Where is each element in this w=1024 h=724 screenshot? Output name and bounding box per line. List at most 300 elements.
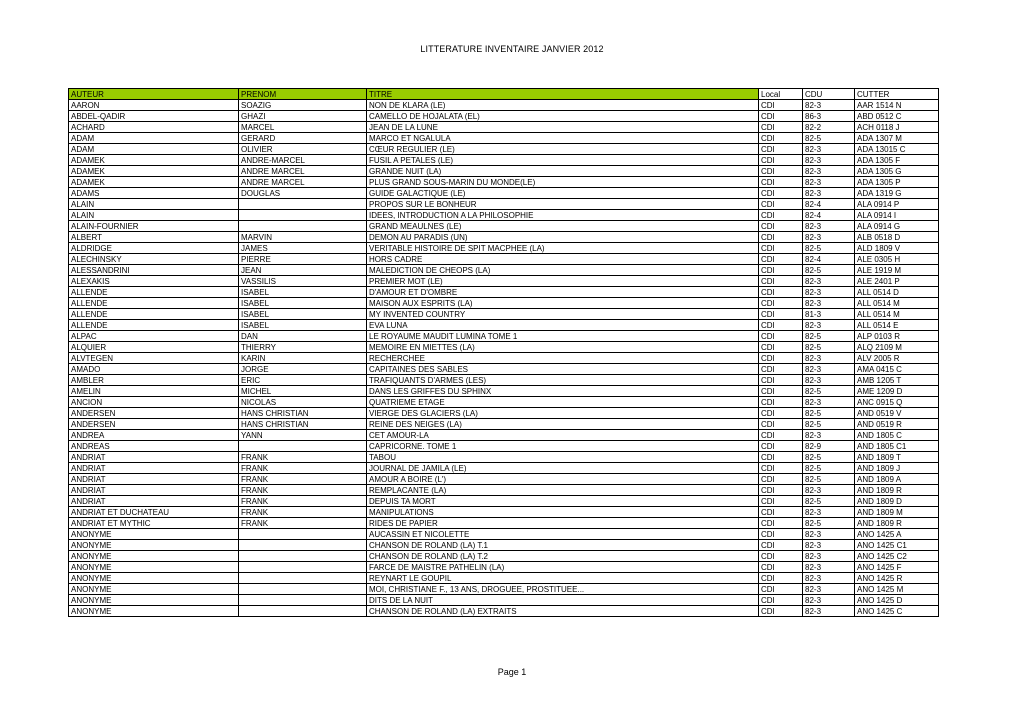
cdu-cell: 82-5 xyxy=(803,342,855,353)
location-cell: CDI xyxy=(759,474,803,485)
author-cell: ALLENDE xyxy=(69,298,239,309)
location-cell: CDI xyxy=(759,342,803,353)
table-row xyxy=(69,100,939,111)
firstname-cell: FRANK xyxy=(239,485,367,496)
cutter-cell: ADA 1305 G xyxy=(855,166,939,177)
location-cell: CDI xyxy=(759,287,803,298)
title-cell: MY INVENTED COUNTRY xyxy=(367,309,759,320)
cutter-cell: ADA 13015 C xyxy=(855,144,939,155)
location-cell: CDI xyxy=(759,177,803,188)
firstname-cell: NICOLAS xyxy=(239,397,367,408)
table-row xyxy=(69,243,939,254)
title-cell: JOURNAL DE JAMILA (LE) xyxy=(367,463,759,474)
location-cell: CDI xyxy=(759,452,803,463)
cdu-cell: 82-3 xyxy=(803,584,855,595)
firstname-cell: FRANK xyxy=(239,496,367,507)
column-header-cdu: CDU xyxy=(803,89,855,100)
author-cell: AARON xyxy=(69,100,239,111)
location-cell: CDI xyxy=(759,232,803,243)
cdu-cell: 82-3 xyxy=(803,397,855,408)
cutter-cell: AND 1809 J xyxy=(855,463,939,474)
location-cell: CDI xyxy=(759,507,803,518)
title-cell: IDEES, INTRODUCTION A LA PHILOSOPHIE xyxy=(367,210,759,221)
page-title: LITTERATURE INVENTAIRE JANVIER 2012 xyxy=(420,44,604,54)
firstname-cell: ANDRE-MARCEL xyxy=(239,155,367,166)
author-cell: ALDRIDGE xyxy=(69,243,239,254)
title-cell: AUCASSIN ET NICOLETTE xyxy=(367,529,759,540)
title-cell: GUIDE GALACTIQUE (LE) xyxy=(367,188,759,199)
firstname-cell xyxy=(239,221,367,232)
title-cell: MOI, CHRISTIANE F., 13 ANS, DROGUEE, PROSTITUEE... xyxy=(367,584,759,595)
author-cell: ACHARD xyxy=(69,122,239,133)
cutter-cell: ADA 1307 M xyxy=(855,133,939,144)
firstname-cell: HANS CHRISTIAN xyxy=(239,419,367,430)
firstname-cell xyxy=(239,562,367,573)
title-cell: D'AMOUR ET D'OMBRE xyxy=(367,287,759,298)
cdu-cell: 82-3 xyxy=(803,353,855,364)
firstname-cell: FRANK xyxy=(239,452,367,463)
cutter-cell: AND 1809 D xyxy=(855,496,939,507)
cutter-cell: ALQ 2109 M xyxy=(855,342,939,353)
cutter-cell: ANO 1425 R xyxy=(855,573,939,584)
cdu-cell: 82-3 xyxy=(803,320,855,331)
author-cell: ANONYME xyxy=(69,562,239,573)
cutter-cell: ANO 1425 C2 xyxy=(855,551,939,562)
cdu-cell: 82-5 xyxy=(803,331,855,342)
table-row xyxy=(69,562,939,573)
cdu-cell: 82-3 xyxy=(803,562,855,573)
location-cell: CDI xyxy=(759,606,803,617)
title-cell: FUSIL A PETALES (LE) xyxy=(367,155,759,166)
cdu-cell: 82-5 xyxy=(803,265,855,276)
table-row xyxy=(69,496,939,507)
cdu-cell: 82-3 xyxy=(803,551,855,562)
firstname-cell: DOUGLAS xyxy=(239,188,367,199)
table-row xyxy=(69,375,939,386)
location-cell: CDI xyxy=(759,397,803,408)
column-header-titre: TITRE xyxy=(367,89,759,100)
cutter-cell: ALL 0514 M xyxy=(855,309,939,320)
author-cell: AMBLER xyxy=(69,375,239,386)
location-cell: CDI xyxy=(759,276,803,287)
cdu-cell: 82-9 xyxy=(803,441,855,452)
cdu-cell: 82-5 xyxy=(803,408,855,419)
title-cell: REMPLACANTE (LA) xyxy=(367,485,759,496)
cdu-cell: 82-3 xyxy=(803,529,855,540)
table-row xyxy=(69,573,939,584)
location-cell: CDI xyxy=(759,133,803,144)
firstname-cell: THIERRY xyxy=(239,342,367,353)
author-cell: ALBERT xyxy=(69,232,239,243)
author-cell: ANDRIAT ET MYTHIC xyxy=(69,518,239,529)
title-cell: DITS DE LA NUIT xyxy=(367,595,759,606)
cdu-cell: 82-3 xyxy=(803,166,855,177)
title-cell: CŒUR REGULIER (LE) xyxy=(367,144,759,155)
firstname-cell: ISABEL xyxy=(239,309,367,320)
firstname-cell xyxy=(239,210,367,221)
author-cell: ALQUIER xyxy=(69,342,239,353)
cutter-cell: ALE 1919 M xyxy=(855,265,939,276)
cutter-cell: AAR 1514 N xyxy=(855,100,939,111)
title-cell: HORS CADRE xyxy=(367,254,759,265)
cutter-cell: ANO 1425 C xyxy=(855,606,939,617)
table-row xyxy=(69,551,939,562)
cutter-cell: ALL 0514 M xyxy=(855,298,939,309)
cutter-cell: AND 1805 C1 xyxy=(855,441,939,452)
table-row xyxy=(69,221,939,232)
table-row xyxy=(69,265,939,276)
cutter-cell: ALL 0514 D xyxy=(855,287,939,298)
location-cell: CDI xyxy=(759,155,803,166)
author-cell: ALLENDE xyxy=(69,320,239,331)
location-cell: CDI xyxy=(759,540,803,551)
table-row xyxy=(69,342,939,353)
firstname-cell: OLIVIER xyxy=(239,144,367,155)
cutter-cell: AND 1809 R xyxy=(855,518,939,529)
author-cell: ANONYME xyxy=(69,529,239,540)
cutter-cell: ALE 0305 H xyxy=(855,254,939,265)
author-cell: ANDREA xyxy=(69,430,239,441)
location-cell: CDI xyxy=(759,430,803,441)
author-cell: ANONYME xyxy=(69,595,239,606)
cutter-cell: AND 0519 V xyxy=(855,408,939,419)
firstname-cell: GERARD xyxy=(239,133,367,144)
firstname-cell: ISABEL xyxy=(239,320,367,331)
table-row xyxy=(69,463,939,474)
location-cell: CDI xyxy=(759,199,803,210)
firstname-cell: MICHEL xyxy=(239,386,367,397)
firstname-cell xyxy=(239,441,367,452)
cutter-cell: ANO 1425 F xyxy=(855,562,939,573)
firstname-cell: PIERRE xyxy=(239,254,367,265)
cdu-cell: 82-5 xyxy=(803,518,855,529)
title-cell: CAMELLO DE HOJALATA (EL) xyxy=(367,111,759,122)
author-cell: ANDRIAT xyxy=(69,496,239,507)
title-cell: MEMOIRE EN MIETTES (LA) xyxy=(367,342,759,353)
location-cell: CDI xyxy=(759,364,803,375)
cdu-cell: 82-3 xyxy=(803,540,855,551)
cutter-cell: ANO 1425 M xyxy=(855,584,939,595)
author-cell: ALAIN xyxy=(69,210,239,221)
cdu-cell: 82-3 xyxy=(803,485,855,496)
author-cell: ANDREAS xyxy=(69,441,239,452)
firstname-cell xyxy=(239,606,367,617)
cutter-cell: AND 1809 M xyxy=(855,507,939,518)
author-cell: ADAM xyxy=(69,133,239,144)
author-cell: ADAM xyxy=(69,144,239,155)
cutter-cell: ANO 1425 A xyxy=(855,529,939,540)
cutter-cell: AND 1809 R xyxy=(855,485,939,496)
author-cell: ANDRIAT xyxy=(69,463,239,474)
title-cell: GRAND MEAULNES (LE) xyxy=(367,221,759,232)
firstname-cell xyxy=(239,540,367,551)
location-cell: CDI xyxy=(759,166,803,177)
table-row xyxy=(69,485,939,496)
cutter-cell: AND 1809 A xyxy=(855,474,939,485)
cdu-cell: 82-5 xyxy=(803,419,855,430)
table-row xyxy=(69,254,939,265)
firstname-cell: MARVIN xyxy=(239,232,367,243)
table-row xyxy=(69,397,939,408)
location-cell: CDI xyxy=(759,331,803,342)
cutter-cell: ADA 1305 P xyxy=(855,177,939,188)
table-row xyxy=(69,606,939,617)
cdu-cell: 82-4 xyxy=(803,254,855,265)
author-cell: ADAMS xyxy=(69,188,239,199)
inventory-table xyxy=(68,88,939,617)
title-cell: REINE DES NEIGES (LA) xyxy=(367,419,759,430)
cutter-cell: ALE 2401 P xyxy=(855,276,939,287)
cutter-cell: ALA 0914 G xyxy=(855,221,939,232)
cutter-cell: ALB 0518 D xyxy=(855,232,939,243)
title-cell: CHANSON DE ROLAND (LA) T.2 xyxy=(367,551,759,562)
cutter-cell: ADA 1319 G xyxy=(855,188,939,199)
location-cell: CDI xyxy=(759,573,803,584)
cutter-cell: AMA 0415 C xyxy=(855,364,939,375)
cdu-cell: 82-3 xyxy=(803,100,855,111)
author-cell: ALLENDE xyxy=(69,309,239,320)
title-cell: VERITABLE HISTOIRE DE SPIT MACPHEE (LA) xyxy=(367,243,759,254)
cdu-cell: 82-3 xyxy=(803,595,855,606)
title-cell: CAPITAINES DES SABLES xyxy=(367,364,759,375)
cutter-cell: AMB 1205 T xyxy=(855,375,939,386)
title-cell: PROPOS SUR LE BONHEUR xyxy=(367,199,759,210)
table-row xyxy=(69,540,939,551)
title-cell: MANIPULATIONS xyxy=(367,507,759,518)
author-cell: ANDRIAT ET DUCHATEAU xyxy=(69,507,239,518)
location-cell: CDI xyxy=(759,518,803,529)
cdu-cell: 82-3 xyxy=(803,573,855,584)
title-cell: DEPUIS TA MORT xyxy=(367,496,759,507)
cdu-cell: 82-3 xyxy=(803,298,855,309)
location-cell: CDI xyxy=(759,188,803,199)
location-cell: CDI xyxy=(759,144,803,155)
cutter-cell: ANC 0915 Q xyxy=(855,397,939,408)
location-cell: CDI xyxy=(759,375,803,386)
title-cell: LE ROYAUME MAUDIT LUMINA TOME 1 xyxy=(367,331,759,342)
title-cell: NON DE KLARA (LE) xyxy=(367,100,759,111)
title-cell: MAISON AUX ESPRITS (LA) xyxy=(367,298,759,309)
cutter-cell: ACH 0118 J xyxy=(855,122,939,133)
column-header-auteur: AUTEUR xyxy=(69,89,239,100)
location-cell: CDI xyxy=(759,122,803,133)
cutter-cell: AND 0519 R xyxy=(855,419,939,430)
location-cell: CDI xyxy=(759,309,803,320)
table-row xyxy=(69,364,939,375)
cutter-cell: ALL 0514 E xyxy=(855,320,939,331)
location-cell: CDI xyxy=(759,254,803,265)
table-header-row xyxy=(69,89,939,100)
cutter-cell: AND 1809 T xyxy=(855,452,939,463)
table-row xyxy=(69,386,939,397)
title-cell: DANS LES GRIFFES DU SPHINX xyxy=(367,386,759,397)
table-row xyxy=(69,188,939,199)
cdu-cell: 82-3 xyxy=(803,276,855,287)
author-cell: ANONYME xyxy=(69,606,239,617)
table-row xyxy=(69,199,939,210)
firstname-cell: ANDRE MARCEL xyxy=(239,166,367,177)
title-cell: QUATRIEME ETAGE xyxy=(367,397,759,408)
firstname-cell: JORGE xyxy=(239,364,367,375)
table-row xyxy=(69,144,939,155)
cdu-cell: 82-5 xyxy=(803,463,855,474)
title-cell: TABOU xyxy=(367,452,759,463)
table-row xyxy=(69,353,939,364)
author-cell: ANDERSEN xyxy=(69,408,239,419)
cdu-cell: 82-3 xyxy=(803,177,855,188)
author-cell: ABDEL-QADIR xyxy=(69,111,239,122)
table-row xyxy=(69,474,939,485)
firstname-cell: FRANK xyxy=(239,474,367,485)
title-cell: VIERGE DES GLACIERS (LA) xyxy=(367,408,759,419)
firstname-cell xyxy=(239,199,367,210)
firstname-cell: HANS CHRISTIAN xyxy=(239,408,367,419)
title-cell: CHANSON DE ROLAND (LA) EXTRAITS xyxy=(367,606,759,617)
author-cell: ALECHINSKY xyxy=(69,254,239,265)
cutter-cell: AME 1209 D xyxy=(855,386,939,397)
location-cell: CDI xyxy=(759,485,803,496)
firstname-cell: JAMES xyxy=(239,243,367,254)
cdu-cell: 82-3 xyxy=(803,430,855,441)
cdu-cell: 82-3 xyxy=(803,188,855,199)
location-cell: CDI xyxy=(759,320,803,331)
author-cell: ANDRIAT xyxy=(69,452,239,463)
title-cell: RIDES DE PAPIER xyxy=(367,518,759,529)
table-row xyxy=(69,287,939,298)
location-cell: CDI xyxy=(759,243,803,254)
cutter-cell: ALD 1809 V xyxy=(855,243,939,254)
cdu-cell: 82-4 xyxy=(803,199,855,210)
cdu-cell: 82-3 xyxy=(803,221,855,232)
cdu-cell: 86-3 xyxy=(803,111,855,122)
location-cell: CDI xyxy=(759,562,803,573)
author-cell: ANONYME xyxy=(69,584,239,595)
location-cell: CDI xyxy=(759,408,803,419)
cutter-cell: ALP 0103 R xyxy=(855,331,939,342)
cdu-cell: 82-3 xyxy=(803,232,855,243)
firstname-cell: ANDRE MARCEL xyxy=(239,177,367,188)
cutter-cell: ALV 2005 R xyxy=(855,353,939,364)
author-cell: ANONYME xyxy=(69,573,239,584)
table-row xyxy=(69,111,939,122)
location-cell: CDI xyxy=(759,100,803,111)
author-cell: ALLENDE xyxy=(69,287,239,298)
table-row xyxy=(69,441,939,452)
firstname-cell xyxy=(239,584,367,595)
cutter-cell: ALA 0914 P xyxy=(855,199,939,210)
title-cell: RECHERCHEE xyxy=(367,353,759,364)
cdu-cell: 82-5 xyxy=(803,243,855,254)
column-header-local: Local xyxy=(759,89,803,100)
title-cell: GRANDE NUIT (LA) xyxy=(367,166,759,177)
title-cell: CET AMOUR-LA xyxy=(367,430,759,441)
title-cell: DEMON AU PARADIS (UN) xyxy=(367,232,759,243)
cdu-cell: 82-3 xyxy=(803,155,855,166)
table-row xyxy=(69,518,939,529)
firstname-cell: SOAZIG xyxy=(239,100,367,111)
cdu-cell: 82-5 xyxy=(803,496,855,507)
cdu-cell: 82-5 xyxy=(803,386,855,397)
title-cell: CHANSON DE ROLAND (LA) T.1 xyxy=(367,540,759,551)
author-cell: ANDERSEN xyxy=(69,419,239,430)
firstname-cell: YANN xyxy=(239,430,367,441)
location-cell: CDI xyxy=(759,386,803,397)
firstname-cell xyxy=(239,573,367,584)
table-body xyxy=(69,100,939,617)
title-cell: FARCE DE MAISTRE PATHELIN (LA) xyxy=(367,562,759,573)
firstname-cell: ISABEL xyxy=(239,287,367,298)
table-row xyxy=(69,133,939,144)
cdu-cell: 82-3 xyxy=(803,507,855,518)
firstname-cell: FRANK xyxy=(239,518,367,529)
column-header-cutter: CUTTER xyxy=(855,89,939,100)
author-cell: ANCION xyxy=(69,397,239,408)
table-row xyxy=(69,452,939,463)
firstname-cell: DAN xyxy=(239,331,367,342)
table-row xyxy=(69,595,939,606)
author-cell: ADAMEK xyxy=(69,177,239,188)
cutter-cell: ANO 1425 C1 xyxy=(855,540,939,551)
author-cell: ADAMEK xyxy=(69,155,239,166)
author-cell: ALEXAKIS xyxy=(69,276,239,287)
location-cell: CDI xyxy=(759,265,803,276)
firstname-cell: ISABEL xyxy=(239,298,367,309)
location-cell: CDI xyxy=(759,551,803,562)
title-cell: EVA LUNA xyxy=(367,320,759,331)
cdu-cell: 81-3 xyxy=(803,309,855,320)
author-cell: ALVTEGEN xyxy=(69,353,239,364)
table-row xyxy=(69,309,939,320)
cdu-cell: 82-4 xyxy=(803,210,855,221)
title-cell: JEAN DE LA LUNE xyxy=(367,122,759,133)
table-row xyxy=(69,507,939,518)
firstname-cell: FRANK xyxy=(239,507,367,518)
table-row xyxy=(69,584,939,595)
author-cell: ANDRIAT xyxy=(69,485,239,496)
firstname-cell: VASSILIS xyxy=(239,276,367,287)
table-row xyxy=(69,408,939,419)
title-cell: AMOUR A BOIRE (L') xyxy=(367,474,759,485)
table-row xyxy=(69,177,939,188)
cutter-cell: ADA 1305 F xyxy=(855,155,939,166)
table-row xyxy=(69,529,939,540)
author-cell: ALAIN xyxy=(69,199,239,210)
location-cell: CDI xyxy=(759,353,803,364)
cdu-cell: 82-3 xyxy=(803,606,855,617)
firstname-cell xyxy=(239,595,367,606)
title-cell: MARCO ET NGALULA xyxy=(367,133,759,144)
cdu-cell: 82-3 xyxy=(803,144,855,155)
firstname-cell: MARCEL xyxy=(239,122,367,133)
cdu-cell: 82-5 xyxy=(803,452,855,463)
title-cell: TRAFIQUANTS D'ARMES (LES) xyxy=(367,375,759,386)
firstname-cell: FRANK xyxy=(239,463,367,474)
cdu-cell: 82-3 xyxy=(803,375,855,386)
firstname-cell: JEAN xyxy=(239,265,367,276)
table-row xyxy=(69,320,939,331)
author-cell: ANDRIAT xyxy=(69,474,239,485)
cdu-cell: 82-5 xyxy=(803,474,855,485)
table-row xyxy=(69,298,939,309)
firstname-cell: KARIN xyxy=(239,353,367,364)
table-row xyxy=(69,331,939,342)
author-cell: AMELIN xyxy=(69,386,239,397)
location-cell: CDI xyxy=(759,111,803,122)
location-cell: CDI xyxy=(759,221,803,232)
cutter-cell: ALA 0914 I xyxy=(855,210,939,221)
location-cell: CDI xyxy=(759,529,803,540)
location-cell: CDI xyxy=(759,496,803,507)
